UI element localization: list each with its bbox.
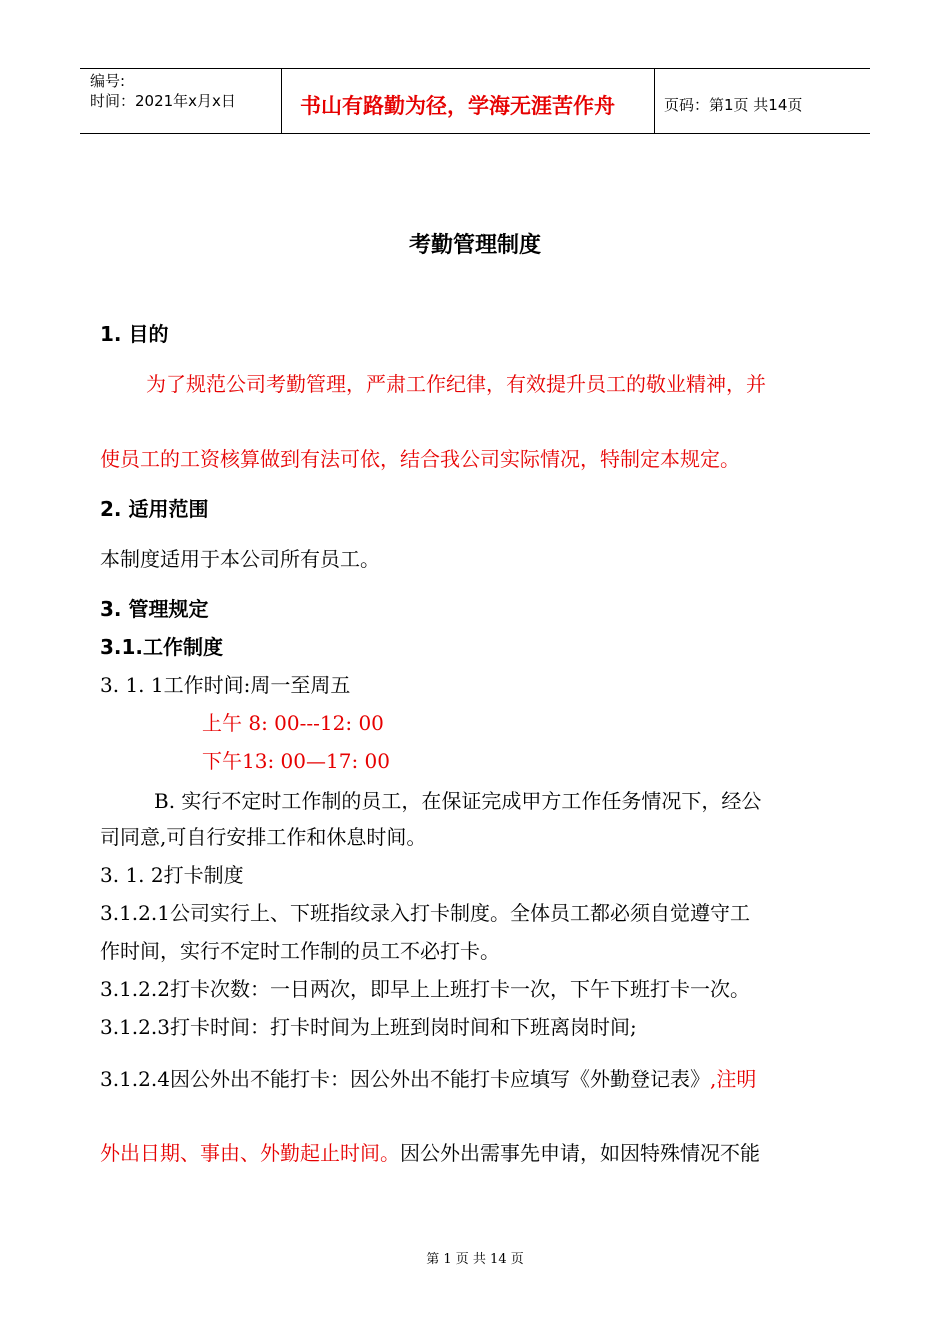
section-3-heading: 3. 管理规定 xyxy=(100,597,209,621)
section-1-line-2: 使员工的工资核算做到有法可依，结合我公司实际情况，特制定本规定。 xyxy=(100,447,740,471)
header-divider-1 xyxy=(281,69,282,133)
header-divider-2 xyxy=(654,69,655,133)
footer-page-number: 第 1 页 共 14 页 xyxy=(426,1252,524,1267)
section-3-1-2-1-line-2: 作时间，实行不定时工作制的员工不必打卡。 xyxy=(100,939,500,963)
page-title: 考勤管理制度 xyxy=(408,233,541,258)
section-3-1-2-4-line-2-black: 因公外出需事先申请，如因特殊情况不能 xyxy=(400,1141,760,1165)
section-3-1-1: 3. 1. 1工作时间:周一至周五 xyxy=(100,673,351,697)
section-3-1-2-4-line-1-black: 3.1.2.4因公外出不能打卡：因公外出不能打卡应填写《外勤登记表》 xyxy=(100,1067,710,1091)
flexible-work-line-1: B. 实行不定时工作制的员工，在保证完成甲方工作任务情况下，经公 xyxy=(154,789,762,813)
section-1-heading: 1. 目的 xyxy=(100,322,169,346)
section-3-1-2: 3. 1. 2打卡制度 xyxy=(100,863,244,887)
section-3-1-2-4-line-1 xyxy=(100,1063,756,1092)
work-time-morning: 上午 8: 00---12: 00 xyxy=(202,711,384,735)
header-time-label: 时间：2021年x月x日 xyxy=(90,92,236,110)
section-1-line-1: 为了规范公司考勤管理，严肃工作纪律，有效提升员工的敬业精神，并 xyxy=(146,372,766,396)
header-number-label: 编号: xyxy=(90,72,126,90)
section-3-1-2-4-line-2-red: 外出日期、事由、外勤起止时间。 xyxy=(100,1141,400,1165)
flexible-work-line-2: 司同意,可自行安排工作和休息时间。 xyxy=(100,825,427,849)
section-2-heading: 2. 适用范围 xyxy=(100,497,209,521)
section-3-1-2-2: 3.1.2.2打卡次数：一日两次，即早上上班打卡一次，下午下班打卡一次。 xyxy=(100,977,750,1001)
section-3-1-2-4-line-2 xyxy=(100,1137,760,1166)
section-3-1-2-1-line-1: 3.1.2.1公司实行上、下班指纹录入打卡制度。全体员工都必须自觉遵守工 xyxy=(100,901,750,925)
work-time-afternoon: 下午13: 00—17: 00 xyxy=(202,749,390,773)
header-motto: 书山有路勤为径，学海无涯苦作舟 xyxy=(300,94,615,118)
section-2-body: 本制度适用于本公司所有员工。 xyxy=(100,547,380,571)
section-3-1-2-4-line-1-red: ,注明 xyxy=(709,1067,757,1091)
header-page-info: 页码：第1页 共14页 xyxy=(664,96,803,114)
section-3-1-heading: 3.1.工作制度 xyxy=(100,635,224,659)
section-3-1-2-3: 3.1.2.3打卡时间：打卡时间为上班到岗时间和下班离岗时间; xyxy=(100,1015,637,1039)
